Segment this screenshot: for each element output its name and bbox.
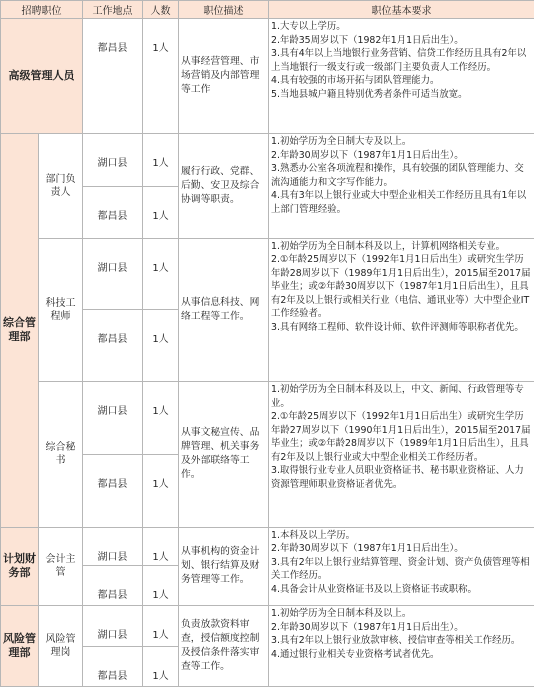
description-cell: 从事经营管理、市场营销及内部管理等工作: [179, 19, 269, 134]
requirements-cell: [269, 606, 534, 687]
category-senior-management: 高级管理人员: [1, 19, 83, 134]
table-row: [1, 238, 534, 309]
count-cell: 1人: [143, 454, 179, 527]
count-cell: 1人: [143, 527, 179, 565]
requirement-item: 3.熟悉办公室各项流程和操作，具有较强的团队管理能力、交流沟通能力和文字写作能力。: [271, 163, 524, 188]
category-general-management: 综合管理部: [1, 134, 39, 527]
header-count: 人数: [143, 1, 179, 19]
requirement-item: 1.本科及以上学历。: [271, 529, 355, 541]
description-cell: 从事文秘宣传、品牌管理、机关事务及外部联络等工作。: [179, 382, 269, 527]
count-cell: 1人: [143, 565, 179, 605]
requirement-item: 2.年龄30周岁以下（1987年1月1日后出生）。: [271, 149, 464, 161]
requirement-item: 1.初始学历为全日制本科及以上，计算机网络相关专业。: [271, 240, 505, 252]
location-cell: 湖口县: [83, 238, 143, 309]
location-cell: 都昌县: [83, 19, 143, 134]
requirement-item: 3.具有2年以上银行业结算管理、资金计划、资产负债管理等相关工作经历。: [271, 556, 530, 582]
requirement-item: 4.通过银行业相关专业资格考试者优先。: [271, 648, 440, 660]
requirement-item: 1.初始学历为全日制大专及以上。: [271, 136, 412, 148]
table-row: [1, 606, 534, 646]
requirement-item: 3.具有4年以上当地银行业务营销、信贷工作经历且具有2年以上当地银行一级支行或一级部门主要负责人工作经历。: [271, 48, 527, 73]
count-cell: 1人: [143, 186, 179, 238]
category-risk-management: 风险管理部: [1, 606, 39, 687]
category-finance: 计划财务部: [1, 527, 39, 606]
description-cell: 履行行政、党群、后勤、安卫及综合协调等职责。: [179, 134, 269, 239]
location-cell: 湖口县: [83, 382, 143, 455]
requirement-item: 5.当地县城户籍且特别优秀者条件可适当放宽。: [271, 88, 468, 100]
requirement-item: 1.初始学历为全日制本科及以上。: [271, 608, 412, 620]
table-row: [1, 19, 534, 134]
requirement-item: 3.具有网络工程师、软件设计师、软件评测师等职称者优先。: [271, 321, 524, 333]
requirements-cell: [269, 19, 534, 134]
description-cell: 从事信息科技、网络工程等工作。: [179, 238, 269, 381]
position-accounting-supervisor: 会计主管: [39, 527, 83, 606]
location-cell: 都昌县: [83, 309, 143, 382]
table-row: [1, 134, 534, 186]
position-secretary: 综合秘书: [39, 382, 83, 527]
header-position: 招聘职位: [1, 1, 83, 19]
position-it-engineer: 科技工程师: [39, 238, 83, 381]
header-row: [1, 1, 534, 19]
table-row: [1, 382, 534, 455]
requirement-item: 2.年龄30周岁以下（1987年1月1日后出生）。: [271, 621, 464, 633]
requirement-item: 3.具有2年以上银行业放款审核、授信审查等相关工作经历。: [271, 635, 521, 647]
requirement-item: 4.具有较强的市场开拓与团队管理能力。: [271, 75, 440, 86]
description-cell: 负责放款资料审查，授信额度控制及授信条件落实审查等工作。: [179, 606, 269, 687]
location-cell: 都昌县: [83, 646, 143, 686]
requirements-cell: [269, 382, 534, 527]
count-cell: 1人: [143, 134, 179, 186]
position-dept-head: 部门负责人: [39, 134, 83, 239]
count-cell: 1人: [143, 646, 179, 686]
count-cell: 1人: [143, 309, 179, 382]
requirement-item: 3.取得银行业专业人员职业资格证书、秘书职业资格证、人力资源管理师职业资格证者优先。: [271, 465, 524, 490]
location-cell: 都昌县: [83, 454, 143, 527]
description-cell: 从事机构的资金计划、银行结算及财务管理等工作。: [179, 527, 269, 606]
position-risk-officer: 风险管理岗: [39, 606, 83, 687]
count-cell: 1人: [143, 19, 179, 134]
location-cell: 都昌县: [83, 565, 143, 605]
table-row: [1, 527, 534, 565]
location-cell: 湖口县: [83, 606, 143, 646]
requirements-cell: [269, 238, 534, 381]
count-cell: 1人: [143, 238, 179, 309]
requirement-item: 1.初始学历为全日制本科及以上，中文、新闻、行政管理等专业。: [271, 384, 524, 409]
requirement-item: 2.年龄35周岁以下（1982年1月1日后出生）。: [271, 34, 464, 46]
count-cell: 1人: [143, 382, 179, 455]
requirement-item: 4.具有3年以上银行业或大中型企业相关工作经历且具有1年以上部门管理经验。: [271, 190, 527, 215]
header-location: 工作地点: [83, 1, 143, 19]
requirement-item: 1.大专以上学历。: [271, 21, 346, 32]
requirement-item: 2.①年龄25周岁以下（1992年1月1日后出生）或研究生学历年龄28周岁以下（1989年1月1日后出生），2015届至2017届毕业生；或②年龄30周岁以下（1987年1月1日后出生），且具有2年及以上银行或相关行业（电信、通讯业等）大中型企业IT工作经验者。: [271, 254, 531, 320]
location-cell: 都昌县: [83, 186, 143, 238]
header-description: 职位描述: [179, 1, 269, 19]
requirements-cell: [269, 134, 534, 239]
count-cell: 1人: [143, 606, 179, 646]
requirement-item: 2.年龄30周岁以下（1987年1月1日后出生）。: [271, 543, 464, 555]
requirement-item: 4.具备会计从业资格证书及以上资格证书或职称。: [271, 583, 477, 595]
requirements-cell: [269, 527, 534, 606]
location-cell: 湖口县: [83, 134, 143, 186]
requirement-item: 2.①年龄25周岁以下（1992年1月1日后出生）或研究生学历年龄27周岁以下（1990年1月1日后出生），2015届至2017届毕业生；或②年龄28周岁以下（1989年1月1日后出生），且具有2年及以上银行业或大中型企业相关工作经历者。: [271, 411, 531, 463]
location-cell: 湖口县: [83, 527, 143, 565]
header-requirements: 职位基本要求: [269, 1, 534, 19]
